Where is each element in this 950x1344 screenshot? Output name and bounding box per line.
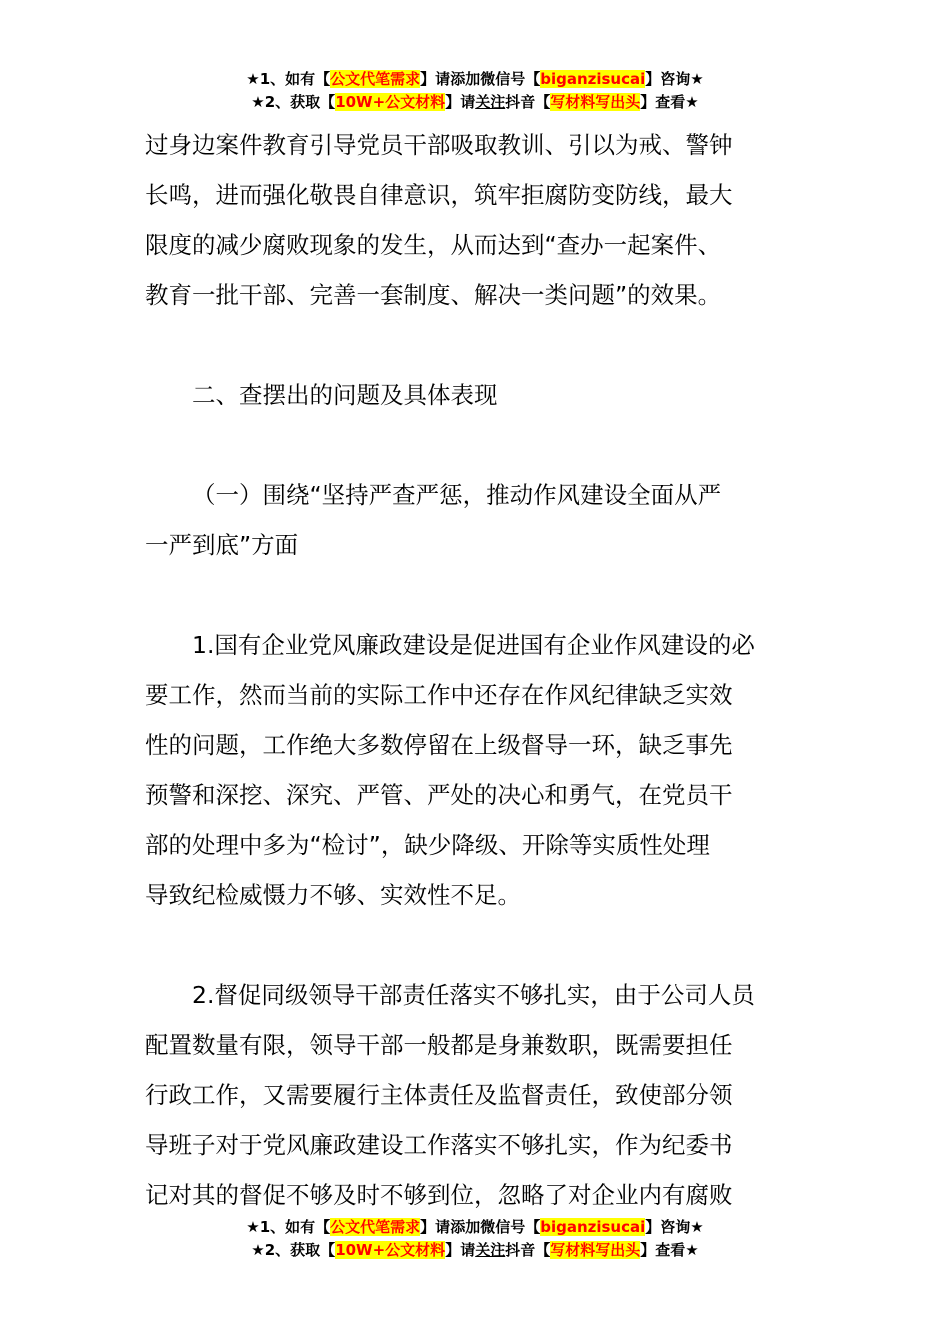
paragraph-item-2 [145,970,810,1220]
spacer [145,920,810,970]
bottom-banner [0,1216,950,1262]
spacer [145,320,810,370]
text-line: 导致纪检威慑力不够、实效性不足。 [145,881,521,909]
document-body [145,120,810,1220]
banner-line-2 [0,91,950,114]
spacer [145,420,810,470]
top-banner [0,68,950,114]
text-line: 1.国有企业党风廉政建设是促进国有企业作风建设的必 [192,631,755,659]
banner-highlight: 10W+公文材料 [335,93,446,111]
banner-text: 抖音【 [505,1241,551,1259]
banner-text: ★1、如有【 [246,1218,331,1236]
banner-text: 抖音【 [505,93,551,111]
banner-highlight: biganzisucai [540,70,646,88]
text-line: 2.督促同级领导干部责任落实不够扎实，由于公司人员 [192,981,755,1009]
banner-text: ★2、获取【 [251,1241,336,1259]
spacer [145,570,810,620]
banner-text: 】查看★ [640,1241,699,1259]
text-line: 限度的减少腐败现象的发生，从而达到“查办一起案件、 [145,231,722,259]
banner-highlight: biganzisucai [540,1218,646,1236]
banner-highlight: 写材料写出头 [550,1241,641,1259]
banner-text: 】请 [445,1241,476,1259]
banner-text: 】咨询★ [645,1218,704,1236]
text-line: 预警和深挖、深究、严管、严处的决心和勇气，在党员干 [145,781,733,809]
banner-emphasis: 添加 [450,70,481,88]
paragraph-item-1 [145,620,810,920]
subsection-heading [145,470,810,570]
banner-text: 微信号【 [480,1218,541,1236]
text-line: 记对其的督促不够及时不够到位，忽略了对企业内有腐败 [145,1181,733,1209]
section-heading [145,370,810,420]
banner-highlight: 公文代笔需求 [330,70,421,88]
banner-emphasis: 关注 [475,1241,506,1259]
banner-line-1 [0,1216,950,1239]
banner-text: 】查看★ [640,93,699,111]
text-line: 行政工作，又需要履行主体责任及监督责任，致使部分领 [145,1081,733,1109]
banner-text: 】请 [420,70,451,88]
banner-text: ★1、如有【 [246,70,331,88]
banner-emphasis: 添加 [450,1218,481,1236]
text-line: 长鸣，进而强化敬畏自律意识，筑牢拒腐防变防线，最大 [145,181,733,209]
text-line: 配置数量有限，领导干部一般都是身兼数职，既需要担任 [145,1031,733,1059]
text-line: 部的处理中多为“检讨”，缺少降级、开除等实质性处理 [145,831,710,859]
text-line: 导班子对于党风廉政建设工作落实不够扎实，作为纪委书 [145,1131,733,1159]
text-line: 一严到底”方面 [145,531,299,559]
text-line: 过身边案件教育引导党员干部吸取教训、引以为戒、警钟 [145,131,733,159]
banner-line-2 [0,1239,950,1262]
text-line: （一）围绕“坚持严查严惩，推动作风建设全面从严 [192,481,722,509]
paragraph-intro [145,120,810,320]
banner-text: 】请 [420,1218,451,1236]
banner-emphasis: 关注 [475,93,506,111]
banner-highlight: 公文代笔需求 [330,1218,421,1236]
text-line: 教育一批干部、完善一套制度、解决一类问题”的效果。 [145,281,722,309]
banner-text: 】咨询★ [645,70,704,88]
heading-text: 二、查摆出的问题及具体表现 [192,381,498,409]
text-line: 要工作，然而当前的实际工作中还存在作风纪律缺乏实效 [145,681,733,709]
text-line: 性的问题，工作绝大多数停留在上级督导一环，缺乏事先 [145,731,733,759]
banner-text: 】请 [445,93,476,111]
banner-line-1 [0,68,950,91]
banner-text: ★2、获取【 [251,93,336,111]
banner-highlight: 写材料写出头 [550,93,641,111]
banner-text: 微信号【 [480,70,541,88]
banner-highlight: 10W+公文材料 [335,1241,446,1259]
